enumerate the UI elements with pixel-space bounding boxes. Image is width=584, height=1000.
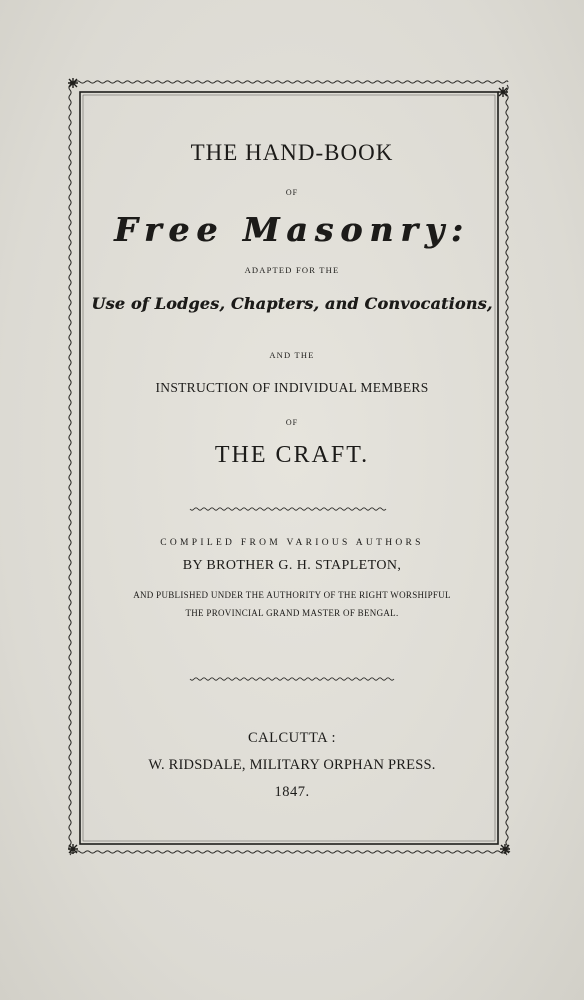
corner-ornament-icon xyxy=(500,844,510,854)
imprint-year: 1847. xyxy=(274,784,310,800)
book-title: THE HAND-BOOK xyxy=(190,140,394,165)
connector-of-2: OF xyxy=(285,418,299,427)
subject-heading: Free Masonry: xyxy=(114,210,470,249)
instruction-line: INSTRUCTION OF INDIVIDUAL MEMBERS xyxy=(155,380,429,395)
adapted-line: ADAPTED FOR THE xyxy=(244,265,340,275)
use-line: Use of Lodges, Chapters, and Convocations, xyxy=(91,294,493,313)
craft-line: THE CRAFT. xyxy=(214,442,370,468)
wavy-divider xyxy=(90,674,494,684)
connector-of: OF xyxy=(285,188,299,197)
corner-ornament-icon xyxy=(498,87,508,97)
and-the-line: AND THE xyxy=(269,350,315,360)
corner-ornament-icon xyxy=(68,78,78,88)
corner-ornament-icon xyxy=(68,844,78,854)
provincial-line: THE PROVINCIAL GRAND MASTER OF BENGAL. xyxy=(185,608,399,618)
imprint-press: W. RIDSDALE, MILITARY ORPHAN PRESS. xyxy=(148,757,436,773)
author-line: BY BROTHER G. H. STAPLETON, xyxy=(182,558,402,573)
compiled-line: COMPILED FROM VARIOUS AUTHORS xyxy=(160,538,424,548)
imprint-city: CALCUTTA : xyxy=(247,730,337,746)
wavy-divider xyxy=(90,504,494,514)
published-line: AND PUBLISHED UNDER THE AUTHORITY OF THE RIGHT WORSHIPFUL xyxy=(133,590,451,600)
